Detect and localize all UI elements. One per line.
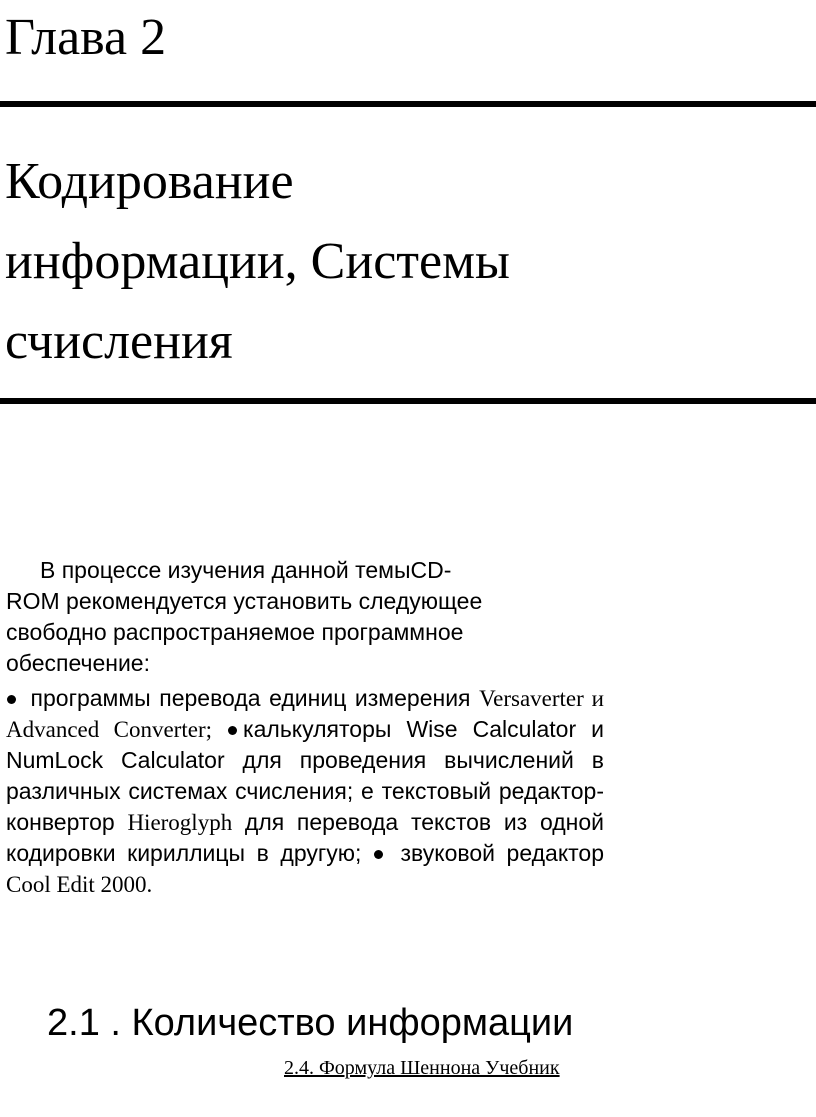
software-item-4-text: звуковой редактор [400, 840, 605, 866]
chapter-title-line-1: Кодирование [5, 153, 294, 210]
software-item-3-rest: для перевода текстов из одной кодировки кириллицы в другую; [6, 809, 604, 866]
next-section-link[interactable]: 2.4. Формула Шеннона Учебник [284, 1057, 560, 1079]
top-rule [0, 101, 816, 107]
software-item-1-names: Versaverter и Advanced Converter; [6, 686, 604, 742]
software-item-3-text: текстовый редактор-конвертор [6, 778, 605, 835]
section-heading: 2.1 . Количество информации [47, 1002, 574, 1044]
intro-line-1: В процессе изучения данной темыCD- [40, 557, 452, 583]
software-item-2-rest: для проведения вычислений в различных системах счисления; [6, 747, 604, 804]
software-item-3-marker: е [361, 778, 374, 804]
intro-line-3: свободно распространяемое программное [6, 619, 464, 645]
bullet-icon [228, 726, 237, 735]
software-item-3-names: Hieroglyph [127, 810, 233, 835]
bullet-icon [7, 695, 16, 704]
bullet-icon [374, 850, 383, 859]
intro-paragraph [6, 555, 551, 679]
chapter-title [5, 142, 510, 382]
software-item-4-names: Cool Edit 2000. [6, 872, 153, 897]
software-item-1-text: программы перевода единиц измерения [30, 685, 471, 711]
intro-line-2: ROM рекомендуется установить следующее [6, 588, 483, 614]
software-item-2-text: калькуляторы [243, 716, 392, 742]
bottom-rule [0, 398, 816, 404]
chapter-title-line-2: информации, Системы [5, 233, 510, 290]
software-list [6, 683, 604, 900]
chapter-label: Глава 2 [5, 9, 167, 66]
intro-line-4: обеспечение: [6, 650, 150, 676]
chapter-title-line-3: счисления [5, 313, 233, 370]
software-item-2-names: Wise Calculator и NumLock Calculator [6, 716, 605, 773]
